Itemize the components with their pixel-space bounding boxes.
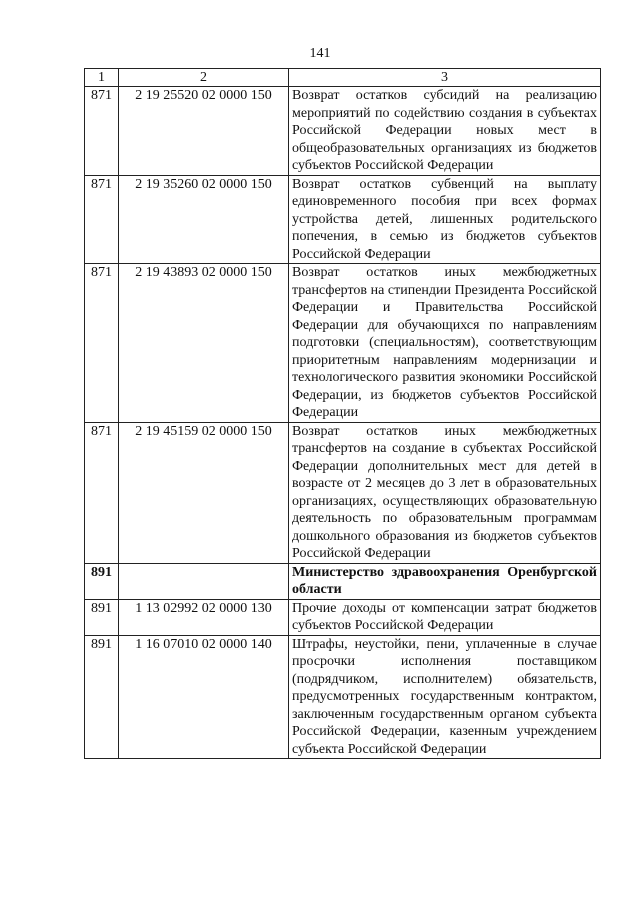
income-code-cell: 2 19 45159 02 0000 150	[119, 422, 289, 563]
income-code-cell: 1 13 02992 02 0000 130	[119, 599, 289, 635]
admin-code-cell: 871	[85, 175, 119, 264]
admin-code-cell: 871	[85, 422, 119, 563]
description-cell: Возврат остатков субсидий на реализацию мероприятий по содействию создания в субъектах Российской Федерации новых мест в общеобразовательных организациях из бюджетов субъектов Российской Федерации	[289, 87, 601, 176]
income-code-cell: 2 19 43893 02 0000 150	[119, 264, 289, 423]
income-code-cell: 2 19 35260 02 0000 150	[119, 175, 289, 264]
description-cell: Прочие доходы от компенсации затрат бюджетов субъектов Российской Федерации	[289, 599, 601, 635]
page-number: 141	[309, 46, 331, 61]
table-row	[85, 87, 601, 176]
description-cell: Штрафы, неустойки, пени, уплаченные в случае просрочки исполнения поставщиком (подрядчиком, исполнителем) обязательств, предусмотренных государственным контрактом, заключенным государственным органом субъекта Российской Федерации, казенным учреждением субъекта Российской Федерации	[289, 635, 601, 759]
table-row	[85, 422, 601, 563]
ministry-name-cell: Министерство здравоохранения Оренбургской области	[289, 563, 601, 599]
admin-code-cell: 891	[85, 563, 119, 599]
table-header-row	[85, 69, 601, 87]
admin-code-cell: 871	[85, 87, 119, 176]
table-row	[85, 635, 601, 759]
income-code-cell: 2 19 25520 02 0000 150	[119, 87, 289, 176]
income-code-cell: 1 16 07010 02 0000 140	[119, 635, 289, 759]
header-col-1: 1	[85, 69, 119, 87]
income-code-cell	[119, 563, 289, 599]
header-col-2: 2	[119, 69, 289, 87]
header-col-3: 3	[289, 69, 601, 87]
description-cell: Возврат остатков субвенций на выплату единовременного пособия при всех формах устройства детей, лишенных родительского попечения, в семью из бюджетов субъектов Российской Федерации	[289, 175, 601, 264]
income-codes-table	[84, 68, 601, 759]
table-row	[85, 599, 601, 635]
admin-code-cell: 891	[85, 599, 119, 635]
table-row	[85, 264, 601, 423]
admin-code-cell: 871	[85, 264, 119, 423]
description-cell: Возврат остатков иных межбюджетных трансфертов на создание в субъектах Российской Федерации дополнительных мест для детей в возрасте от 2 месяцев до 3 лет в образовательных организациях, осуществляющих образовательную деятельность по образовательным программам дошкольного образования из бюджетов субъектов Российской Федерации	[289, 422, 601, 563]
table-row	[85, 175, 601, 264]
description-cell: Возврат остатков иных межбюджетных трансфертов на стипендии Президента Российской Федерации и Правительства Российской Федерации для обучающихся по направлениям подготовки (специальностям), соответствующим приоритетным направлениям модернизации и технологического развития экономики Российской Федерации, из бюджетов субъектов Российской Федерации	[289, 264, 601, 423]
admin-code-cell: 891	[85, 635, 119, 759]
ministry-heading-row	[85, 563, 601, 599]
